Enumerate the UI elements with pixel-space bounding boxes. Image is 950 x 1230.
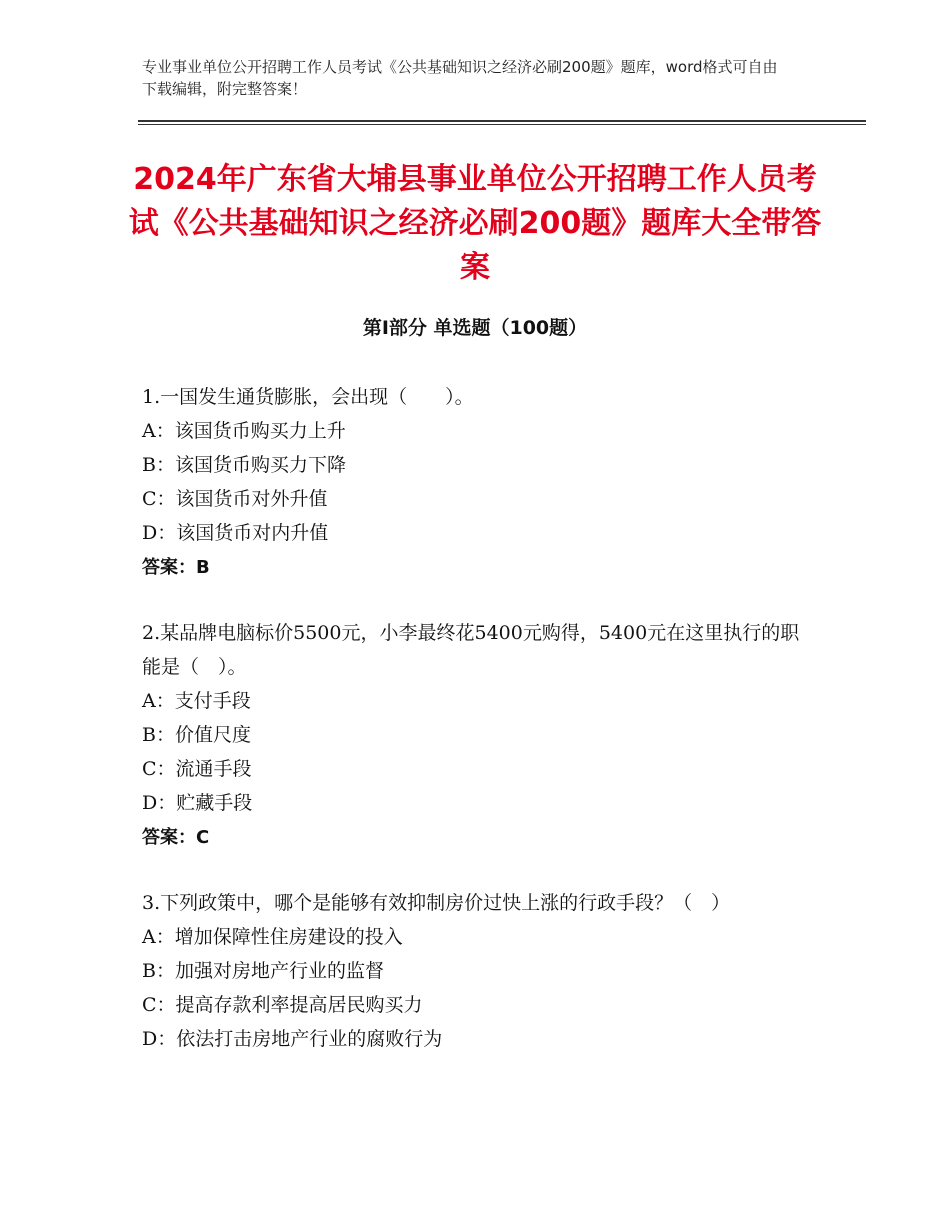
header-divider: [138, 120, 866, 122]
option-b: B：该国货币购买力下降: [142, 454, 346, 476]
question-stem: 3.下列政策中，哪个是能够有效抑制房价过快上涨的行政手段？（ ）: [142, 892, 731, 914]
question-stem: 2.某品牌电脑标价5500元，小李最终花5400元购得，5400元在这里执行的职能是（ ）。: [142, 622, 800, 678]
section-heading: 第I部分 单选题（100题）: [362, 317, 588, 339]
document-title: 2024年广东省大埔县事业单位公开招聘工作人员考试《公共基础知识之经济必刷200题》题库大全带答案: [128, 162, 822, 285]
option-d: D：贮藏手段: [142, 792, 253, 814]
question-answer: 答案：B: [142, 557, 210, 578]
question-item: [142, 886, 802, 1056]
question-stem: 1.一国发生通货膨胀，会出现（ ）。: [142, 386, 474, 408]
option-b: B：价值尺度: [142, 724, 251, 746]
option-a: A：支付手段: [142, 690, 251, 712]
option-b: B：加强对房地产行业的监督: [142, 960, 384, 982]
question-list: [142, 380, 802, 1086]
question-item: [142, 380, 802, 586]
option-c: C：流通手段: [142, 758, 252, 780]
question-answer: 答案：C: [142, 827, 210, 848]
option-a: A：增加保障性住房建设的投入: [142, 926, 403, 948]
option-c: C：提高存款利率提高居民购买力: [142, 994, 423, 1016]
header-note: 专业事业单位公开招聘工作人员考试《公共基础知识之经济必刷200题》题库，word格式可自由下载编辑，附完整答案！: [142, 58, 778, 98]
option-c: C：该国货币对外升值: [142, 488, 328, 510]
option-d: D：依法打击房地产行业的腐败行为: [142, 1028, 443, 1050]
header-divider-thin: [138, 124, 866, 125]
question-item: [142, 616, 802, 856]
option-d: D：该国货币对内升值: [142, 522, 329, 544]
option-a: A：该国货币购买力上升: [142, 420, 346, 442]
